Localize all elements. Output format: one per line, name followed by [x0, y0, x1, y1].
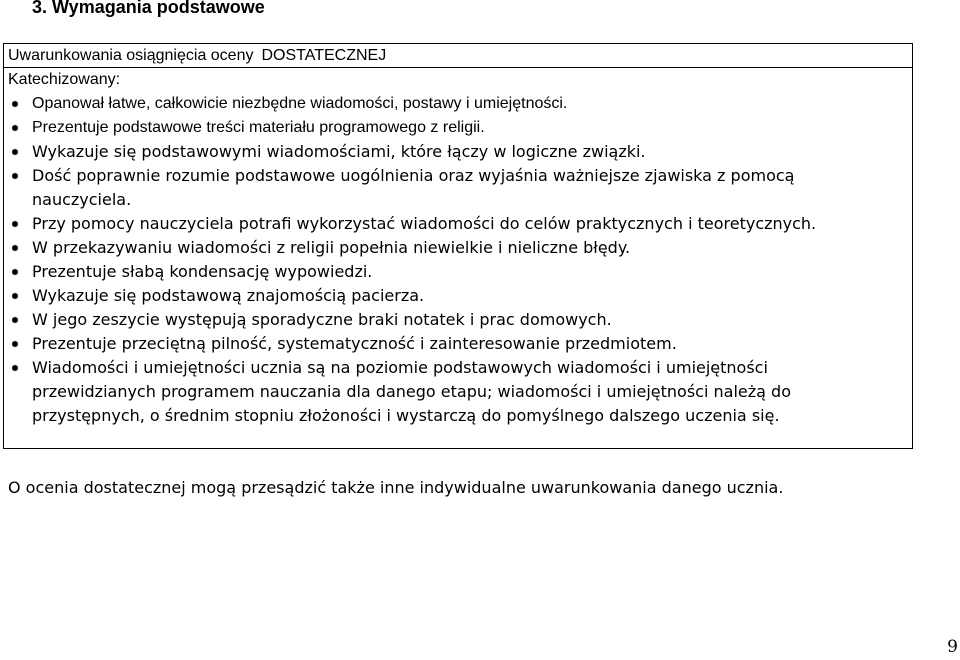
- bullet-icon: [12, 317, 20, 325]
- list-item-text: Opanował łatwe, całkowicie niezbędne wiadomości, postawy i umiejętności.: [32, 95, 568, 112]
- list-item-text: Przy pomocy nauczyciela potrafi wykorzystać wiadomości do celów praktycznych i teoretycznych.: [32, 214, 817, 233]
- list-item-text: przystępnych, o średnim stopniu złożoności i wystarczą do pomyślnego dalszego uczenia się.: [32, 406, 780, 425]
- list-item-text: Wykazuje się podstawową znajomością pacierza.: [32, 286, 425, 305]
- list-item-text: Dość poprawnie rozumie podstawowe uogólnienia oraz wyjaśnia ważniejsze zjawiska z pomocą: [32, 166, 795, 185]
- list-item-text: Wiadomości i umiejętności ucznia są na poziomie podstawowych wiadomości i umiejętności: [32, 358, 768, 377]
- bullet-icon: [12, 125, 20, 133]
- bullet-icon: [12, 149, 20, 157]
- list-item-text: Prezentuje przeciętną pilność, systematyczność i zainteresowanie przedmiotem.: [32, 334, 677, 353]
- bullet-icon: [12, 173, 20, 181]
- bullet-icon: [12, 293, 20, 301]
- section-heading: 3. Wymagania podstawowe: [32, 0, 265, 17]
- list-item-text: przewidzianych programem nauczania dla danego etapu; wiadomości i umiejętności należą do: [32, 382, 791, 401]
- list-item-text: Prezentuje słabą kondensację wypowiedzi.: [32, 262, 373, 281]
- bullet-icon: [12, 269, 20, 277]
- bullet-icon: [12, 245, 20, 253]
- list-item-text: Prezentuje podstawowe treści materiału programowego z religii.: [32, 119, 485, 136]
- grade-label: DOSTATECZNEJ: [261, 47, 387, 64]
- requirements-box: [3, 43, 913, 449]
- pupil-label: Katechizowany:: [8, 71, 121, 88]
- footer-note: O ocenia dostatecznej mogą przesądzić także inne indywidualne uwarunkowania danego ucznia.: [8, 478, 784, 497]
- bullet-icon: [12, 221, 20, 229]
- list-item-text: nauczyciela.: [32, 190, 132, 209]
- list-item-text: W jego zeszycie występują sporadyczne braki notatek i prac domowych.: [32, 310, 612, 329]
- list-item-text: Wykazuje się podstawowymi wiadomościami, które łączy w logiczne związki.: [32, 142, 646, 161]
- requirements-title: Uwarunkowania osiągnięcia oceny: [8, 47, 254, 64]
- list-item-text: W przekazywaniu wiadomości z religii popełnia niewielkie i nieliczne błędy.: [32, 238, 631, 257]
- bullet-icon: [12, 365, 20, 373]
- bullet-icon: [12, 341, 20, 349]
- page-number: 9: [947, 637, 958, 657]
- requirements-list: [4, 44, 912, 448]
- bullet-icon: [12, 101, 20, 109]
